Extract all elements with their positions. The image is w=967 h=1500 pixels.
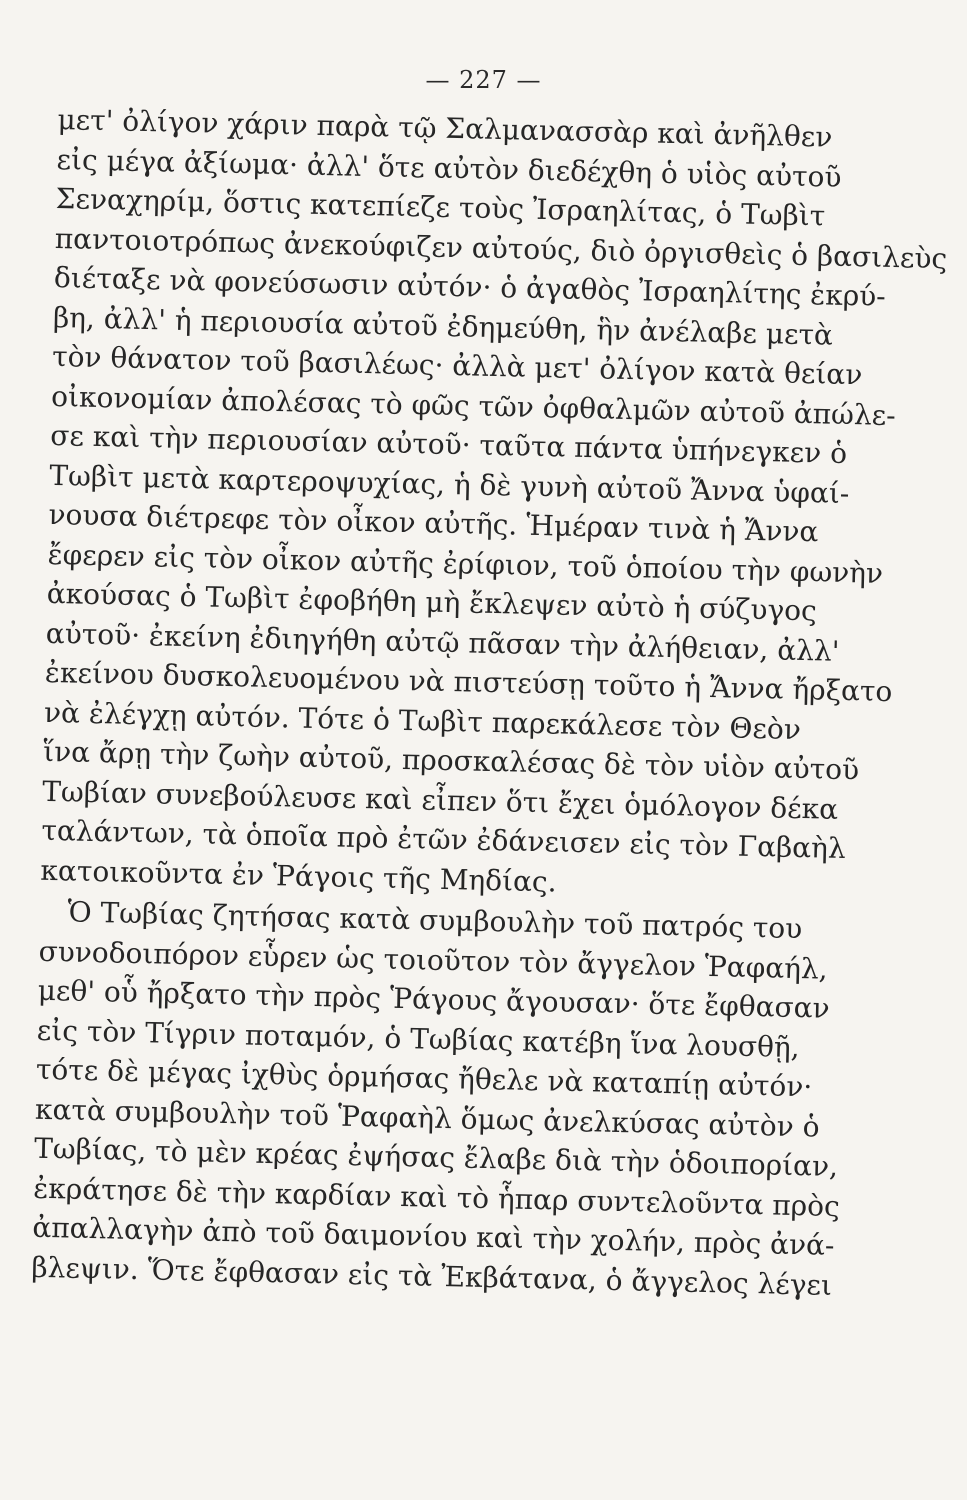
text-line: συνοδοιπόρον εὗρεν ὡς τοιοῦτον τὸν ἄγγελον Ῥαφαήλ, <box>38 934 829 986</box>
text-line: εἰς τὸν Τίγριν ποταμόν, ὁ Τωβίας κατέβη ἵνα λουσθῇ, <box>36 1013 800 1064</box>
paragraph-end-line: κατοικοῦντα ἐν Ῥάγοις τῆς Μηδίας. <box>40 853 557 899</box>
text-line: ἀκούσας ὁ Τωβὶτ ἐφοβήθη μὴ ἔκλεψεν αὐτὸ ἡ σύζυγος <box>46 576 818 628</box>
text-line: διέταξε νὰ φονεύσωσιν αὐτόν· ὁ ἀγαθὸς Ἰσραηλίτης ἐκρύ- <box>53 260 887 313</box>
text-line: τὸν θάνατον τοῦ βασιλέως· ἀλλὰ μετ' ὀλίγον κατὰ θείαν <box>51 339 863 392</box>
text-line: Τωβίαν συνεβούλευσε καὶ εἶπεν ὅτι ἔχει ὁμόλογον δέκα <box>41 774 839 826</box>
text-line: ἐκείνου δυσκολευομένου νὰ πιστεύσῃ τοῦτο ἡ Ἄννα ἤρξατο <box>44 655 893 709</box>
paragraph-start-line: Ὁ Τωβίας ζητήσας κατὰ συμβουλὴν τοῦ πατρός του <box>67 895 803 946</box>
text-line: βη, ἀλλ' ἡ περιουσία αὐτοῦ ἐδημεύθη, ἣν ἀνέλαβε μετὰ <box>52 300 834 352</box>
text-line: ταλάντων, τὰ ὁποῖα πρὸ ἐτῶν ἐδάνεισεν εἰς τὸν Γαβαὴλ <box>41 813 847 866</box>
text-line: ἔφερεν εἰς τὸν οἶκον αὐτῆς ἐρίφιον, τοῦ ὁποίου τὴν φωνὴν <box>47 537 884 590</box>
text-line: εἰς μέγα ἀξίωμα· ἀλλ' ὅτε αὐτὸν διεδέχθη ὁ υἱὸς αὐτοῦ <box>56 142 842 194</box>
text-line: αὐτοῦ· ἐκείνη ἐδιηγήθη αὐτῷ πᾶσαν τὴν ἀλήθειαν, ἀλλ' <box>45 616 840 668</box>
page-number: — 227 — <box>425 66 542 94</box>
text-line: ἵνα ἄρῃ τὴν ζωὴν αὐτοῦ, προσκαλέσας δὲ τὸν υἱὸν αὐτοῦ <box>42 734 860 787</box>
text-line: νουσα διέτρεφε τὸν οἶκον αὐτῆς. Ἡμέραν τινὰ ἡ Ἄννα <box>48 497 819 549</box>
text-line: σε καὶ τὴν περιουσίαν αὐτοῦ· ταῦτα πάντα ὑπήνεγκεν ὁ <box>50 418 848 470</box>
text-line: Τωβίας, τὸ μὲν κρέας ἐψήσας ἔλαβε διὰ τὴν ὁδοιπορίαν, <box>33 1131 839 1183</box>
text-line: ἀπαλλαγὴν ἀπὸ τοῦ δαιμονίου καὶ τὴν χολήν, πρὸς ἀνά- <box>32 1210 835 1262</box>
text-line: ἐκράτησε δὲ τὴν καρδίαν καὶ τὸ ἧπαρ συντελοῦντα πρὸς <box>32 1171 841 1223</box>
text-line: κατὰ συμβουλὴν τοῦ Ῥαφαὴλ ὅμως ἀνελκύσας αὐτὸν ὁ <box>34 1092 820 1144</box>
text-line: τότε δὲ μέγας ἰχθὺς ὁρμήσας ἤθελε νὰ καταπίῃ αὐτόν· <box>35 1052 813 1104</box>
body-text <box>31 100 948 1303</box>
text-line: Τωβὶτ μετὰ καρτεροψυχίας, ἡ δὲ γυνὴ αὐτοῦ Ἄννα ὑφαί- <box>49 458 850 510</box>
text-line: μεθ' οὗ ἤρξατο τὴν πρὸς Ῥάγους ἄγουσαν· ὅτε ἔφθασαν <box>37 973 830 1025</box>
text-line: παντοιοτρόπως ἀνεκούφιζεν αὐτούς, διὸ ὀργισθεὶς ὁ βασιλεὺς <box>54 221 948 275</box>
text-line: μετ' ὀλίγον χάριν παρὰ τῷ Σαλμανασσὰρ καὶ ἀνῆλθεν <box>57 102 833 154</box>
text-line: βλεψιν. Ὅτε ἔφθασαν εἰς τὰ Ἐκβάτανα, ὁ ἄγγελος λέγει <box>31 1250 833 1302</box>
text-line: νὰ ἐλέγχῃ αὐτόν. Τότε ὁ Τωβὶτ παρεκάλεσε τὸν Θεὸν <box>43 695 802 746</box>
text-line: Σεναχηρίμ, ὅστις κατεπίεζε τοὺς Ἰσραηλίτας, ὁ Τωβὶτ <box>55 181 826 233</box>
text-line: οἰκονομίαν ἀπολέσας τὸ φῶς τῶν ὀφθαλμῶν αὐτοῦ ἀπώλε- <box>50 379 897 432</box>
